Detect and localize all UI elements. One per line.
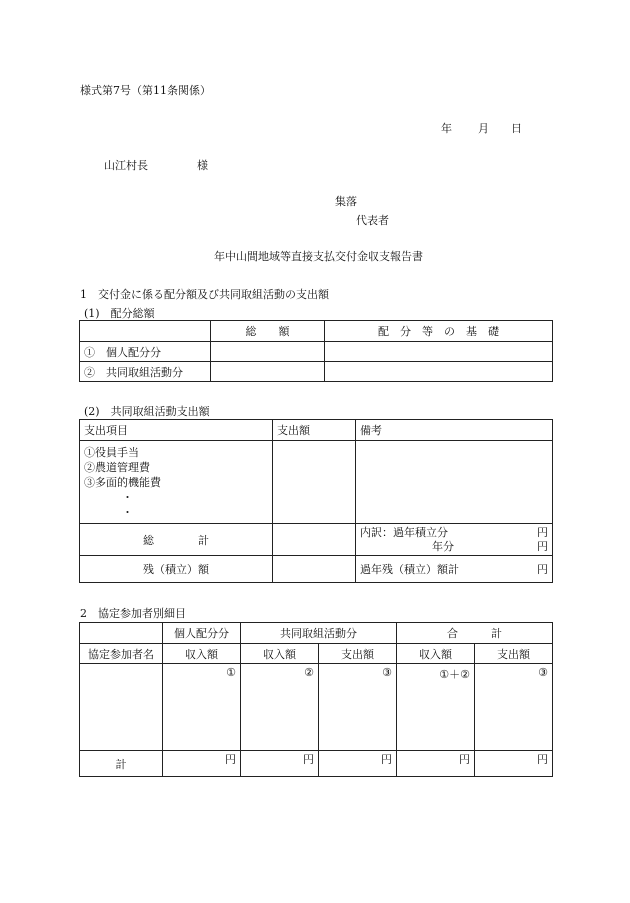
addressee-honorific: 様 xyxy=(197,159,208,172)
date-year: 年 xyxy=(441,122,452,135)
detail-total-label: 計 xyxy=(80,751,163,777)
allocation-cell[interactable] xyxy=(325,342,553,362)
detail-total-yen[interactable]: 円 xyxy=(475,751,553,777)
detail-cell-marker[interactable]: ①＋② xyxy=(397,664,475,751)
income-header: 収入額 xyxy=(241,644,319,664)
income-header: 収入額 xyxy=(163,644,241,664)
allocation-table xyxy=(79,320,553,382)
yen-unit: 円 xyxy=(537,563,548,576)
balance-label: 残（積立）額 xyxy=(80,556,273,583)
section1-sub2-heading: (2) 共同取組活動支出額 xyxy=(84,405,210,418)
detail-cell-marker[interactable]: ② xyxy=(241,664,319,751)
sender-representative: 代表者 xyxy=(356,214,389,227)
detail-total-yen[interactable]: 円 xyxy=(241,751,319,777)
expense-total-amount[interactable] xyxy=(273,524,356,556)
form-number: 様式第7号（第11条関係） xyxy=(80,84,211,97)
section1-sub1-heading: (1) 配分総額 xyxy=(84,307,155,320)
allocation-cell[interactable] xyxy=(211,362,325,382)
expense-item: ①役員手当 xyxy=(84,446,139,459)
participant-col-header: 協定参加者名 xyxy=(80,644,163,664)
participant-detail-table xyxy=(79,622,553,777)
allocation-row-label: ① 個人配分分 xyxy=(80,342,211,362)
yen-unit: 円 xyxy=(537,539,548,553)
allocation-cell[interactable] xyxy=(325,362,553,382)
participant-name-cell[interactable] xyxy=(80,664,163,751)
allocation-col-basis: 配 分 等 の 基 礎 xyxy=(325,321,553,342)
expense-item: ③多面的機能費 xyxy=(84,476,161,489)
detail-cell-marker[interactable]: ③ xyxy=(319,664,397,751)
group-individual: 個人配分分 xyxy=(163,623,241,644)
expense-col-note: 備考 xyxy=(356,420,553,441)
section2-heading: 2 協定参加者別細目 xyxy=(80,607,186,620)
expense-col-item: 支出項目 xyxy=(80,420,273,441)
section1-heading: 1 交付金に係る配分額及び共同取組活動の支出額 xyxy=(80,288,329,301)
detail-total-yen[interactable]: 円 xyxy=(397,751,475,777)
breakdown-past-label: 内訳：過年積立分 xyxy=(360,525,448,539)
expense-item: ・ xyxy=(122,491,133,504)
balance-note-cell xyxy=(356,556,553,583)
expense-total-label: 総 計 xyxy=(80,524,273,556)
expense-header: 支出額 xyxy=(475,644,553,664)
expense-items-cell xyxy=(80,441,273,524)
balance-amount[interactable] xyxy=(273,556,356,583)
sender-community: 集落 xyxy=(335,195,357,208)
joint-expense-table xyxy=(79,419,553,583)
expense-breakdown-cell xyxy=(356,524,553,556)
allocation-row-label: ② 共同取組活動分 xyxy=(80,362,211,382)
allocation-col-total: 総 額 xyxy=(211,321,325,342)
allocation-header-blank xyxy=(80,321,211,342)
detail-total-yen[interactable]: 円 xyxy=(319,751,397,777)
date-month: 月 xyxy=(478,122,489,135)
expense-note-cell[interactable] xyxy=(356,441,553,524)
document-title: 年中山間地域等直接支払交付金収支報告書 xyxy=(214,250,423,263)
balance-note-label: 過年残（積立）額計 xyxy=(360,563,459,576)
addressee-name: 山江村長 xyxy=(104,159,148,172)
expense-item: ②農道管理費 xyxy=(84,461,150,474)
expense-col-amount: 支出額 xyxy=(273,420,356,441)
expense-header: 支出額 xyxy=(319,644,397,664)
expense-item: ・ xyxy=(122,506,133,519)
date-day: 日 xyxy=(511,122,522,135)
detail-cell-marker[interactable]: ① xyxy=(163,664,241,751)
income-header: 収入額 xyxy=(397,644,475,664)
detail-header-blank xyxy=(80,623,163,644)
breakdown-current-label: 年分 xyxy=(432,539,454,553)
yen-unit: 円 xyxy=(537,525,548,539)
group-total: 合 計 xyxy=(397,623,553,644)
expense-amount-cell[interactable] xyxy=(273,441,356,524)
allocation-cell[interactable] xyxy=(211,342,325,362)
detail-cell-marker[interactable]: ③ xyxy=(475,664,553,751)
group-joint: 共同取組活動分 xyxy=(241,623,397,644)
detail-total-yen[interactable]: 円 xyxy=(163,751,241,777)
